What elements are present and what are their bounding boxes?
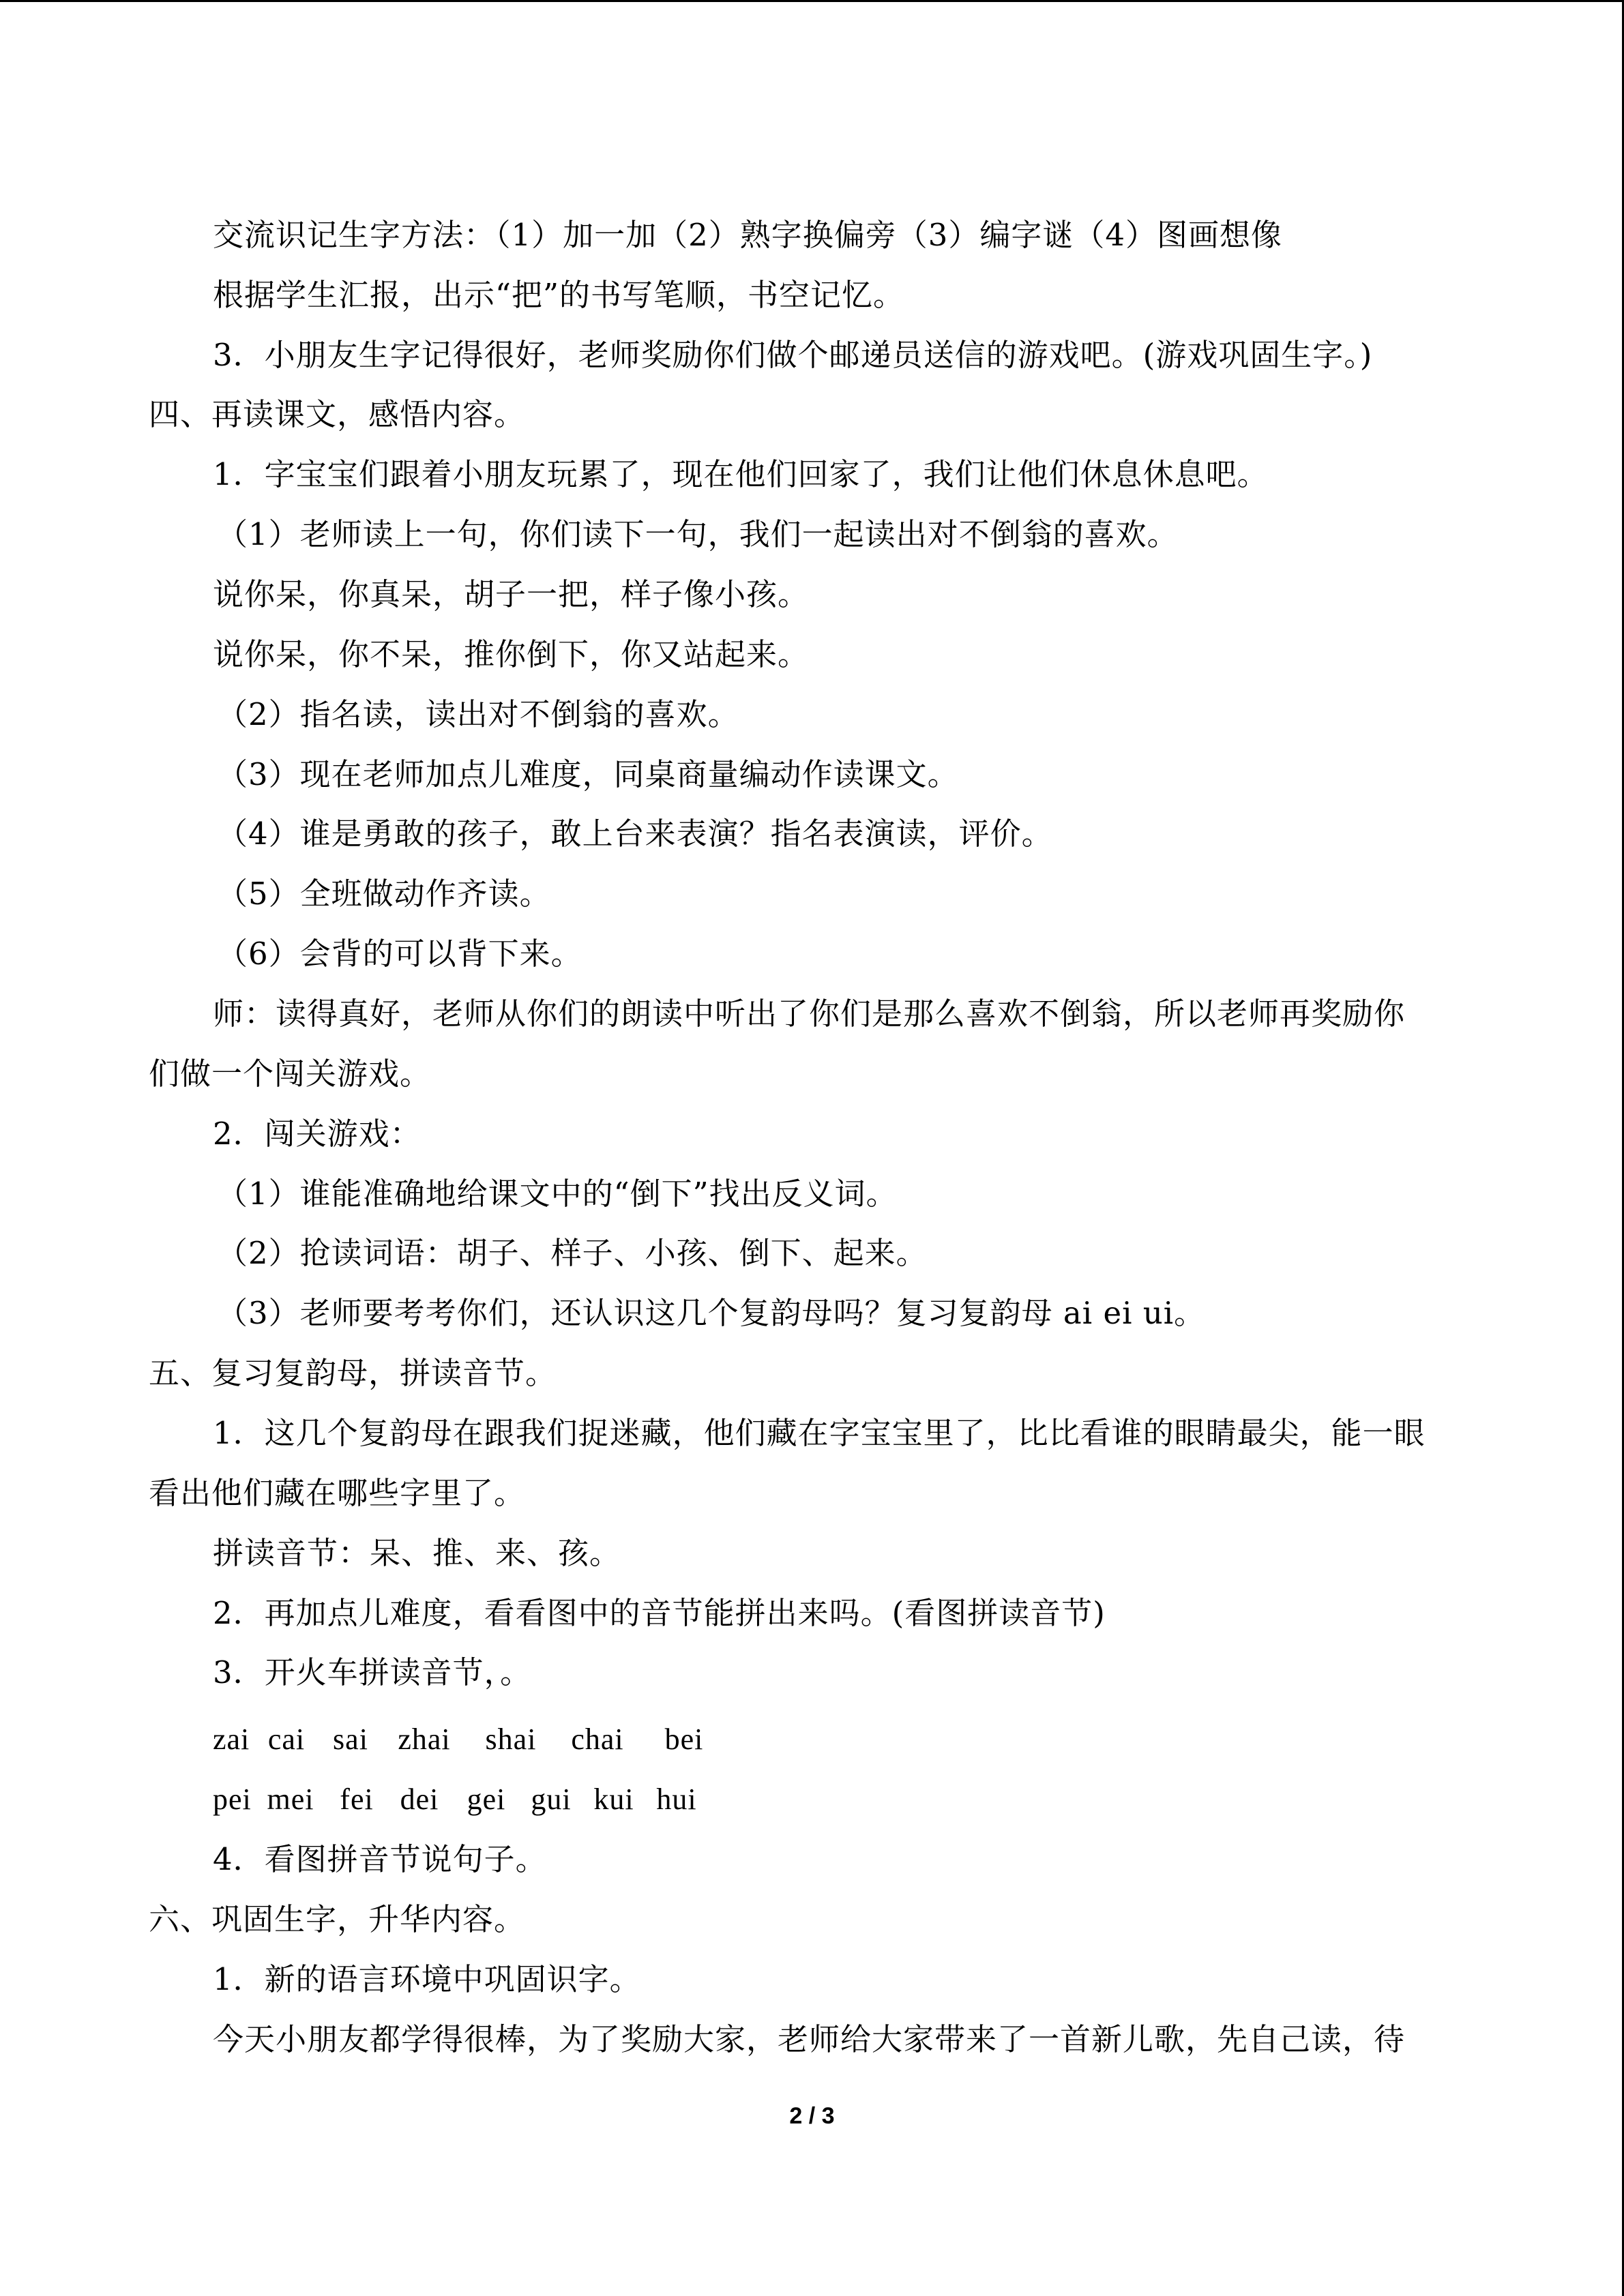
pinyin-syllable: kui <box>593 1783 634 1816</box>
text-line: 们做一个闯关游戏。 <box>149 1056 432 1092</box>
text-line: 4．看图拼音节说句子。 <box>213 1841 547 1877</box>
pinyin-syllable: sai <box>333 1723 368 1756</box>
text-line: 说你呆，你不呆，推你倒下，你又站起来。 <box>213 636 810 672</box>
pinyin-syllable: gui <box>531 1783 572 1816</box>
text-line: 今天小朋友都学得很棒，为了奖励大家，老师给大家带来了一首新儿歌，先自己读，待 <box>213 2021 1406 2057</box>
page-number: 2 / 3 <box>789 2103 835 2129</box>
text-line: （1）老师读上一句，你们读下一句，我们一起读出对不倒翁的喜欢。 <box>217 516 1179 552</box>
pinyin-syllable: zhai <box>398 1723 451 1756</box>
text-line: （1）谁能准确地给课文中的“倒下”找出反义词。 <box>217 1176 898 1212</box>
text-line: 说你呆，你真呆，胡子一把，样子像小孩。 <box>213 576 810 612</box>
text-line: （6）会背的可以背下来。 <box>217 936 582 972</box>
pinyin-syllable: shai <box>485 1723 537 1756</box>
text-line: 1．字宝宝们跟着小朋友玩累了，现在他们回家了，我们让他们休息休息吧。 <box>213 456 1269 492</box>
text-line: 交流识记生字方法：（1）加一加（2）熟字换偏旁（3）编字谜（4）图画想像 <box>213 217 1283 253</box>
pinyin-syllable: mei <box>267 1783 314 1816</box>
text-line: 2．再加点儿难度，看看图中的音节能拼出来吗。(看图拼读音节) <box>213 1595 1106 1631</box>
text-line: 拼读音节：呆、推、来、孩。 <box>213 1535 621 1571</box>
text-line: 根据学生汇报，出示“把”的书写笔顺，书空记忆。 <box>213 277 905 313</box>
section-heading: 六、巩固生字，升华内容。 <box>149 1901 526 1937</box>
text-line: （3）现在老师加点儿难度，同桌商量编动作读课文。 <box>217 756 959 792</box>
section-heading: 四、再读课文，感悟内容。 <box>149 396 526 432</box>
text-line: （4）谁是勇敢的孩子，敢上台来表演？指名表演读，评价。 <box>217 816 1053 852</box>
text-line: 看出他们藏在哪些字里了。 <box>149 1475 526 1511</box>
section-heading: 五、复习复韵母，拼读音节。 <box>149 1355 557 1391</box>
pinyin-row <box>213 1779 708 1820</box>
pinyin-syllable: gei <box>467 1783 506 1816</box>
text-line: 3．开火车拼读音节，。 <box>213 1654 532 1690</box>
text-line: （2）指名读，读出对不倒翁的喜欢。 <box>217 696 739 732</box>
text-line: 1．新的语言环境中巩固识字。 <box>213 1961 641 1997</box>
text-line: （3）老师要考考你们，还认识这几个复韵母吗？复习复韵母 ai ei ui。 <box>217 1295 1206 1331</box>
pinyin-syllable: fei <box>340 1783 374 1816</box>
pinyin-syllable: chai <box>571 1723 624 1756</box>
pinyin-row <box>213 1719 726 1760</box>
pinyin-syllable: dei <box>400 1783 439 1816</box>
pinyin-syllable: hui <box>656 1783 697 1816</box>
pinyin-syllable: cai <box>267 1723 306 1756</box>
text-line: 师：读得真好，老师从你们的朗读中听出了你们是那么喜欢不倒翁，所以老师再奖励你 <box>213 996 1406 1032</box>
pinyin-syllable: zai <box>213 1723 250 1756</box>
pinyin-syllable: pei <box>213 1783 252 1816</box>
text-line: 3．小朋友生字记得很好，老师奖励你们做个邮递员送信的游戏吧。(游戏巩固生字。) <box>213 337 1373 373</box>
text-line: （2）抢读词语：胡子、样子、小孩、倒下、起来。 <box>217 1235 928 1271</box>
text-line: 1．这几个复韵母在跟我们捉迷藏，他们藏在字宝宝里了，比比看谁的眼睛最尖，能一眼 <box>213 1415 1426 1451</box>
text-line: 2．闯关游戏： <box>213 1116 422 1152</box>
text-line: （5）全班做动作齐读。 <box>217 876 551 912</box>
pinyin-syllable: bei <box>664 1723 704 1756</box>
